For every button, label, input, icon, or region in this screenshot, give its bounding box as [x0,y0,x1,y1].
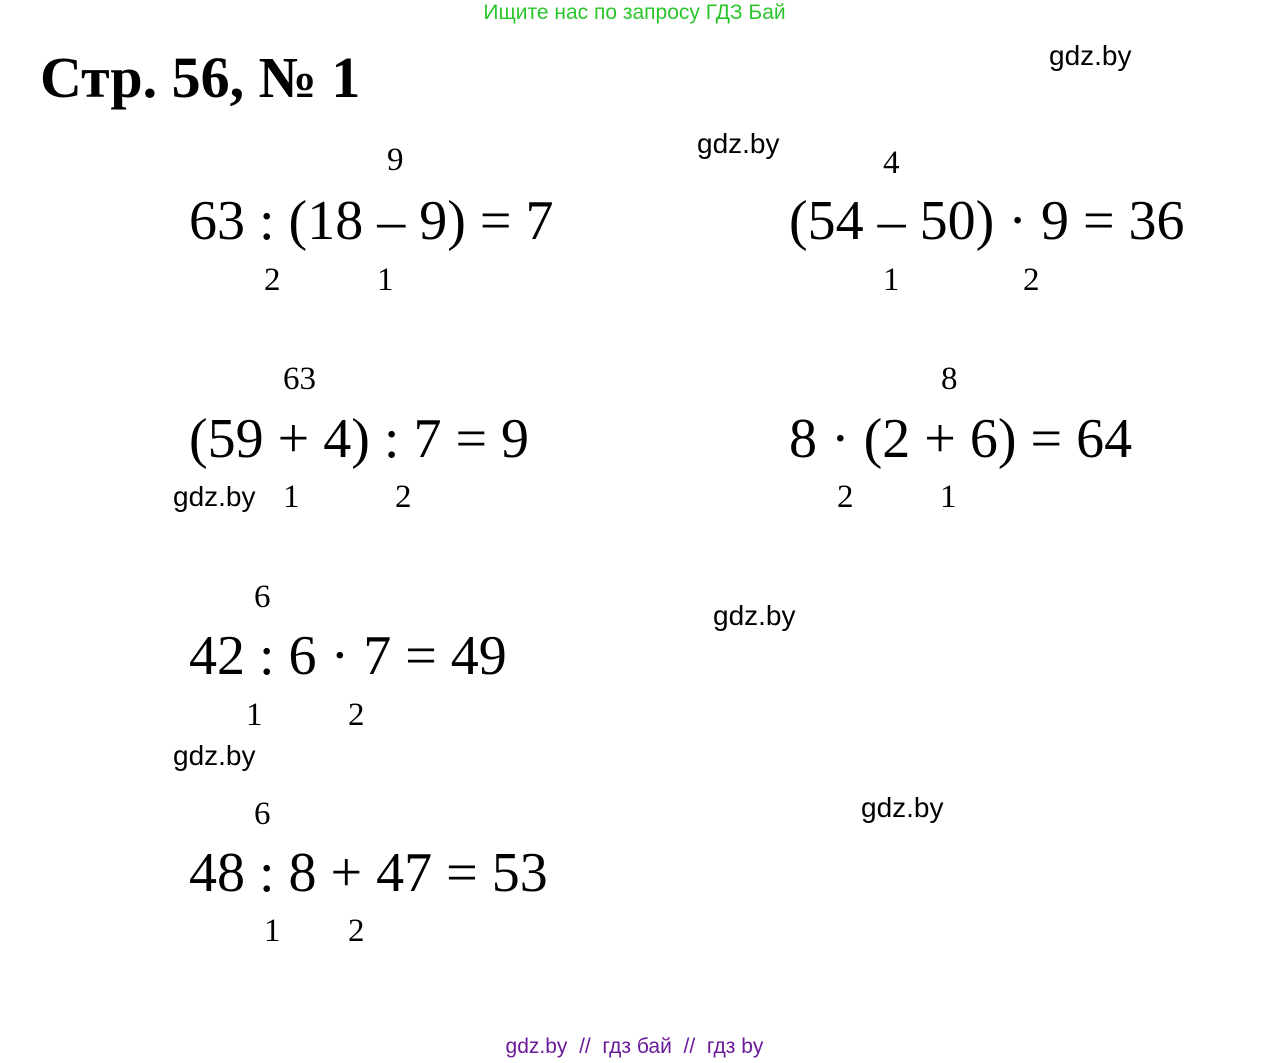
intermediate-result: 4 [883,145,900,181]
watermark: gdz.by [1049,40,1132,71]
expression: (54 – 50) · 9 = 36 [789,190,1185,252]
watermark: gdz.by [861,792,944,823]
intermediate-result: 63 [283,361,316,397]
operation-order: 1 [940,479,957,515]
intermediate-result: 8 [941,361,958,397]
expression: 48 : 8 + 47 = 53 [189,842,548,904]
operation-order: 2 [1023,262,1040,298]
footer-links: gdz.by // гдз бай // гдз by [505,1035,764,1058]
expression: (59 + 4) : 7 = 9 [189,408,530,470]
page-title: Стр. 56, № 1 [40,45,361,110]
intermediate-result: 9 [387,142,404,178]
watermark: gdz.by [173,740,256,771]
operation-order: 1 [264,913,281,949]
operation-order: 2 [348,913,365,949]
expression: 8 · (2 + 6) = 64 [789,408,1133,470]
operation-order: 2 [264,262,281,298]
search-banner: Ищите нас по запросу ГДЗ Бай [483,1,786,24]
operation-order: 2 [395,479,412,515]
watermark: gdz.by [713,600,796,631]
watermark: gdz.by [173,481,256,512]
watermark: gdz.by [697,128,780,159]
intermediate-result: 6 [254,579,271,615]
operation-order: 2 [837,479,854,515]
operation-order: 1 [883,262,900,298]
operation-order: 1 [283,479,300,515]
intermediate-result: 6 [254,796,271,832]
operation-order: 2 [348,697,365,733]
expression: 63 : (18 – 9) = 7 [189,190,554,252]
operation-order: 1 [377,262,394,298]
operation-order: 1 [246,697,263,733]
expression: 42 : 6 · 7 = 49 [189,625,507,687]
